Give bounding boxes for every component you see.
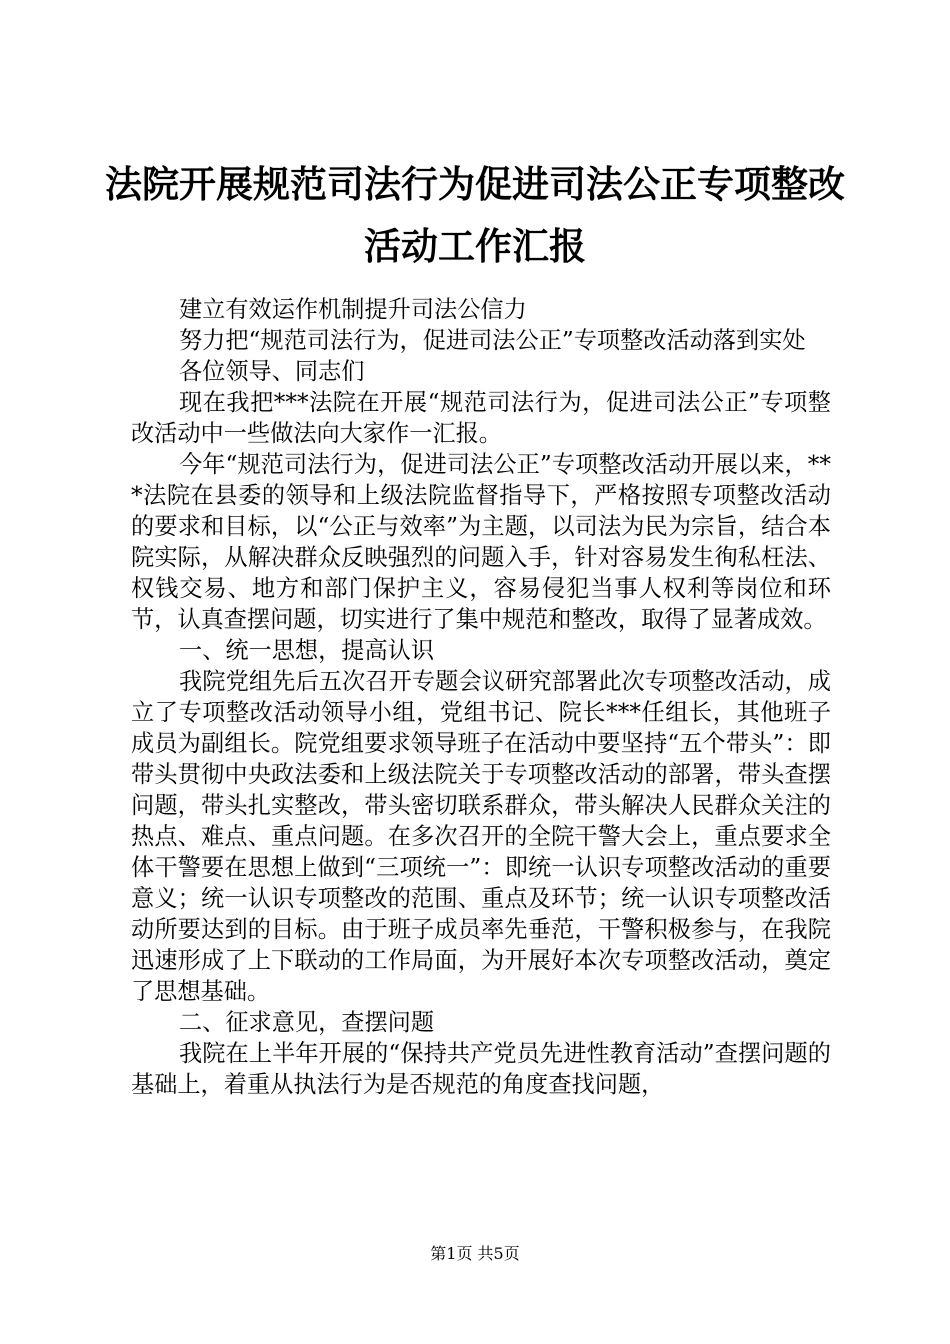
salutation-paragraph: 各位领导、同志们 [179,358,365,385]
document-title-line-2: 活动工作汇报 [364,224,586,268]
subtitle-paragraph: 建立有效运作机制提升司法公信力 [179,296,527,323]
page-footer: 第1页 共5页 [430,1244,520,1263]
section-heading: 一、统一思想，提高认识 [179,637,435,664]
subtitle-paragraph: 努力把“规范司法行为，促进司法公正”专项整改活动落到实处 [179,327,806,354]
document-title-line-1: 法院开展规范司法行为促进司法公正专项整改 [105,162,845,206]
document-body [131,294,831,1100]
body-paragraph: 我院党组先后五次召开专题会议研究部署此次专项整改活动，成立了专项整改活动领导小组，党组书记、院长***任组长，其他班子成员为副组长。院党组要求领导班子在活动中要坚持“五个带头”：即带头贯彻中央政法委和上级法院关于专项整改活动的部署，带头查摆问题，带头扎实整改，带头密切联系群众，带头解决人民群众关注的热点、难点、重点问题。在多次召开的全院干警大会上，重点要求全体干警要在思想上做到“三项统一”：即统一认识专项整改活动的重要意义；统一认识专项整改的范围、重点及环节；统一认识专项整改活动所要达到的目标。由于班子成员率先垂范，干警积极参与，在我院迅速形成了上下联动的工作局面，为开展好本次专项整改活动，奠定了思想基础。 [131,668,831,1005]
body-paragraph: 今年“规范司法行为，促进司法公正”专项整改活动开展以来，***法院在县委的领导和上级法院监督指导下，严格按照专项整改活动的要求和目标，以“公正与效率”为主题，以司法为民为宗旨，结合本院实际，从解决群众反映强烈的问题入手，针对容易发生徇私枉法、权钱交易、地方和部门保护主义，容易侵犯当事人权利等岗位和环节，认真查摆问题，切实进行了集中规范和整改，取得了显著成效。 [131,451,831,633]
section-heading: 二、征求意见，查摆问题 [179,1009,435,1036]
body-paragraph: 我院在上半年开展的“保持共产党员先进性教育活动”查摆问题的基础上，着重从执法行为是否规范的角度查找问题， [131,1040,831,1098]
body-paragraph: 现在我把***法院在开展“规范司法行为，促进司法公正”专项整改活动中一些做法向大家作一汇报。 [131,389,831,447]
